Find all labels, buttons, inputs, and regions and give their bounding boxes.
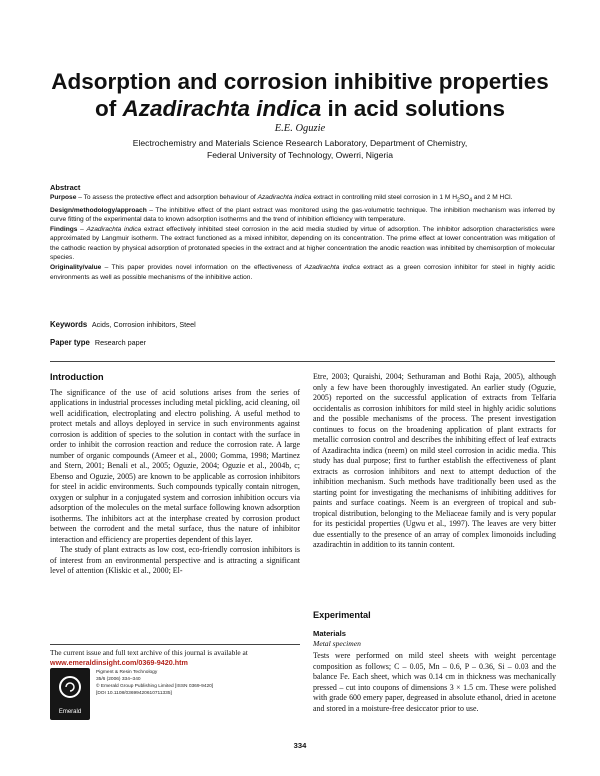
- abstract-findings: Findings – Azadirachta indica extract effectively inhibited steel corrosion in the acid media studied by virtue of adsorption. The inhibitor adsorption characteristics were approximated by Langmuir isotherm. The extract functioned as a mixed inhibitor, depending on its concentration. The prime effect at lower concentration was mitigation of the cathodic reaction by physical adsorption of protonated species in the extract and at higher concentration the anodic reaction was inhibited by chemisorption of molecular species.: [50, 225, 555, 262]
- abstract-design: Design/methodology/approach – The inhibitive effect of the plant extract was monitored using the gas-volumetric technique. The inhibition mechanism was inferred by curve fitting of the experimental data to known adsorption isotherms and the trend of inhibition efficiency with temperature.: [50, 206, 555, 224]
- paper-title: [20, 68, 580, 122]
- journal-info: Pigment & Resin Technology 35/6 (2006) 334–340 © Emerald Group Publishing Limited [ISSN 0369-9420] [DOI 10.1108/03699420610711335]: [96, 670, 214, 696]
- journal-url-link[interactable]: www.emeraldinsight.com/0369-9420.htm: [50, 658, 188, 667]
- abstract: [50, 183, 555, 282]
- materials-heading: Materials: [313, 629, 346, 638]
- intro-paragraph-3: Etre, 2003; Quraishi, 2004; Sethuraman and Bothi Raja, 2005), although only a few have been thoroughly investigated. An earlier study (Oguzie, 2005) reported on the successful application of extracts from Telfaria occidentalis as corrosion inhibitors for mild steel in highly acidic solutions and the possible mechanisms of the process. The present investigation continues to focus on the broadening application of plant extracts for metallic corrosion control and describes the inhibiting effect of leaf extracts of Azadirachta indica (neem) on mild steel corrosion in acidic media. This study has dual purpose; first to further establish the effectiveness of plant extracts as corrosion inhibitors and next to attempt deduction of the inhibition mechanism. Such methods have traditionally been used as the starting point for investigating the mechanisms of inhibiting additives for paints and surface coatings. Neem is an evergreen of tropical and sub-tropical distribution, belonging to the Meliaceae family and is very popular for its pesticidal properties (Ugwu et al., 1997). The leaves are very bitter due essentially to the presence of an array of complex limonoids including azadirachtin in addition to its tannin content.: [313, 372, 556, 549]
- left-column: [50, 372, 300, 577]
- right-column: [313, 372, 556, 551]
- emerald-logo-icon: [50, 668, 90, 720]
- abstract-purpose: Purpose – To assess the protective effect and adsorption behaviour of Azadirachta indica extract in controlling mild steel corrosion in 1 M $H_2SO_4$ and 2 M HCl.: [50, 193, 513, 203]
- page-number: 334: [293, 741, 307, 750]
- title-line-2: of Azadirachta indica in acid solutions: [94, 96, 506, 121]
- experimental-text: Tests were performed on mild steel sheets with weight percentage composition as follows; C – 0.05, Mn – 0.6, P – 0.36, Si – 0.03 and the balance Fe. Each sheet, which was 0.14 cm in thickness was mechanically pressed – cut into coupons of dimensions 3 × 1.5 cm. These were polished with grade 600 emery paper, degreased in absolute ethanol, dried in acetone and stored in a moisture-free desiccator prior to use.: [313, 651, 556, 713]
- abstract-heading: Abstract: [50, 183, 81, 192]
- logo-wordmark: Emerald: [58, 709, 82, 715]
- author: E.E. Oguzie: [274, 123, 326, 134]
- experimental-heading: Experimental: [313, 610, 371, 620]
- intro-paragraph-1: The significance of the use of acid solutions arises from the series of applications in industrial processes including metal pickling, acid cleaning, oil well acidification, electroplating and electro polishing. A useful method to protect metals and alloys deployed in service in such environments against corrosion is addition of species to the solution in contact with the surface in order to inhibit the corrosion reaction and reduce the corrosion rate. A large number of organic compounds (Ameer et al., 2000; Gomma, 1998; Martinez and Stern, 2001; Benali et al., 2005; Oguzie, 2004; Oguzie et al., 2004b, c; Ebenso and Oguzie, 2005) are known to be applicable as corrosion inhibitors for steel in acidic environments. Such compounds typically contain nitrogen, oxygen or sulphur in a conjugated system and corrosion inhibition occurs via adsorption of the molecules on the metal surface following known adsorption isotherms. The inhibitors act at the interphase created by corrosion product between the corrodent and the metal surface, thus the nature of inhibitor interaction and efficiency are properties dependent of this layer.: [50, 387, 300, 544]
- metal-specimen-heading: Metal specimen: [313, 639, 361, 648]
- title-line-1: Adsorption and corrosion inhibitive properties: [51, 69, 549, 94]
- emerald-logo: [50, 668, 90, 720]
- footnote-divider: [50, 644, 300, 645]
- paper-type: Paper type Research paper: [50, 338, 147, 347]
- abstract-originality: Originality/value – This paper provides novel information on the effectiveness of Azadirachta indica extract as a green corrosion inhibitor for steel in highly acidic environments as well as possible mechanisms of the inhibitive action.: [50, 264, 555, 281]
- keywords: Keywords Acids, Corrosion inhibitors, Steel: [50, 320, 196, 329]
- section-divider: [50, 361, 555, 362]
- intro-heading: Introduction: [50, 372, 104, 382]
- affiliation: Electrochemistry and Materials Science Research Laboratory, Department of Chemistry, Federal University of Technology, Owerri, Nigeria: [132, 138, 468, 160]
- intro-paragraph-2: The study of plant extracts as low cost, eco-friendly corrosion inhibitors is of interest from an environmental perspective and is attracting a significant level of attention (Kliskic et al., 2000; El-: [50, 545, 300, 575]
- availability-note: The current issue and full text archive of this journal is available at www.emeraldinsight.com/0369-9420.htm: [50, 648, 300, 668]
